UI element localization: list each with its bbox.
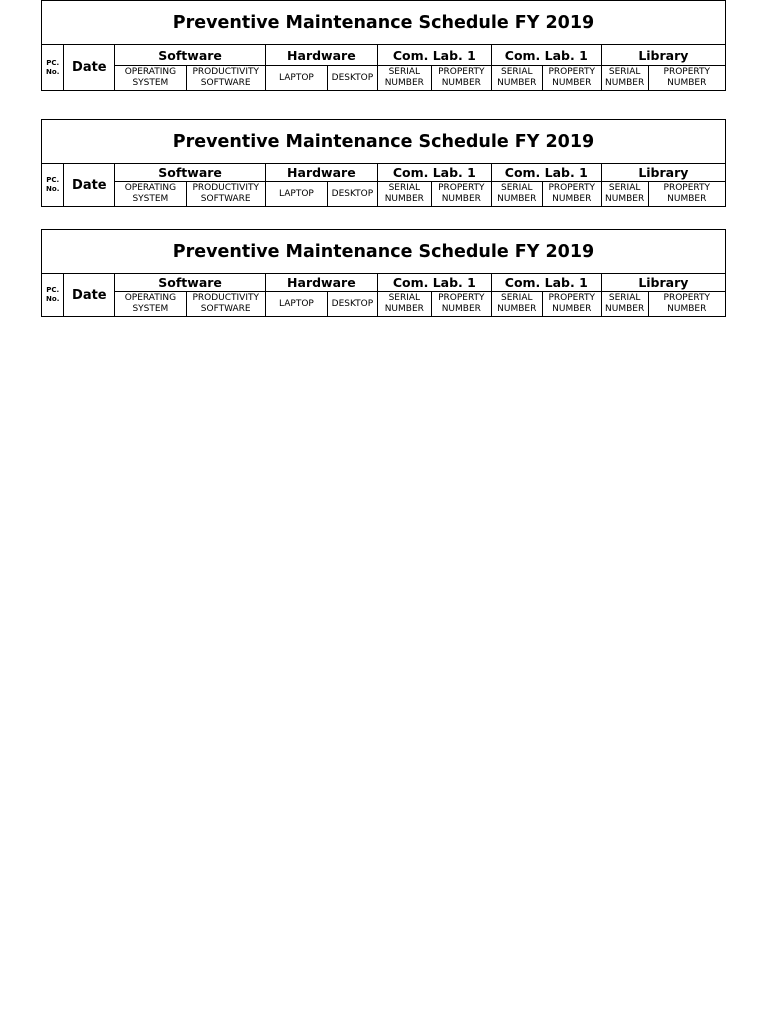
sub-header <box>491 66 542 91</box>
group-hardware-header: Hardware <box>265 164 377 182</box>
sub-header-line: NUMBER <box>605 194 645 204</box>
sub-header-line: NUMBER <box>384 194 424 204</box>
sub-header-line: OPERATING <box>124 293 177 303</box>
sub-header <box>186 182 265 207</box>
schedule-title: Preventive Maintenance Schedule FY 2019 <box>42 230 726 274</box>
sub-header-line: LAPTOP <box>279 298 314 309</box>
sub-header-line: NUMBER <box>605 304 645 314</box>
sub-header <box>265 292 327 317</box>
pc-no-header <box>42 164 64 207</box>
sub-header <box>115 66 186 91</box>
pc-no-line2: No. <box>46 67 60 76</box>
sub-header <box>601 66 648 91</box>
date-header: Date <box>64 274 115 317</box>
sub-header <box>601 292 648 317</box>
date-header: Date <box>64 164 115 207</box>
sub-header <box>648 66 725 91</box>
sub-header-line: DESKTOP <box>331 188 374 199</box>
schedule-table <box>41 229 726 317</box>
sub-header-line: NUMBER <box>552 78 592 88</box>
sub-header <box>542 292 601 317</box>
sub-header-line: DESKTOP <box>331 298 374 309</box>
sub-header-line: PROPERTY <box>663 67 711 77</box>
sub-header-line: PROPERTY <box>438 67 485 77</box>
sub-header <box>377 292 431 317</box>
pc-no-line2: No. <box>46 295 60 303</box>
sub-header <box>115 182 186 207</box>
sub-header-line: SERIAL <box>501 183 533 193</box>
sub-header <box>431 66 491 91</box>
schedule-table <box>41 119 726 207</box>
sub-header <box>648 292 725 317</box>
sub-header-line: NUMBER <box>552 304 592 314</box>
sub-header-line: NUMBER <box>441 194 481 204</box>
sub-header-line: DESKTOP <box>331 72 374 83</box>
pc-no-line1: PC. <box>46 176 60 184</box>
group-software-header: Software <box>115 274 266 292</box>
pc-no-header <box>42 45 64 91</box>
schedule-sheet-2 <box>41 119 726 207</box>
sub-header <box>327 66 377 91</box>
sub-header-line: SOFTWARE <box>200 78 251 88</box>
group-hardware-header: Hardware <box>265 274 377 292</box>
group-hardware-header: Hardware <box>265 45 377 66</box>
sub-header-line: NUMBER <box>441 304 481 314</box>
sub-header-line: SYSTEM <box>132 194 169 204</box>
sub-header-line: PROPERTY <box>663 293 711 303</box>
sub-header-line: PROPERTY <box>663 183 711 193</box>
sub-header-line: SERIAL <box>608 183 641 193</box>
sub-header-line: OPERATING <box>124 183 177 193</box>
sub-header-line: SOFTWARE <box>200 194 251 204</box>
sub-header-line: PROPERTY <box>548 183 595 193</box>
sub-header <box>377 66 431 91</box>
sub-header-line: OPERATING <box>124 67 177 77</box>
sub-header-line: PRODUCTIVITY <box>192 293 259 303</box>
sub-header <box>542 182 601 207</box>
group-comlab-header: Com. Lab. 1 <box>491 45 601 66</box>
sub-header-line: SOFTWARE <box>200 304 251 314</box>
sub-header <box>431 292 491 317</box>
pc-no-line1: PC. <box>46 58 60 67</box>
date-header: Date <box>64 45 115 91</box>
group-library-header: Library <box>601 274 725 292</box>
group-library-header: Library <box>601 164 725 182</box>
sub-header-line: PROPERTY <box>548 293 595 303</box>
sub-header-line: LAPTOP <box>279 188 314 199</box>
sub-header-line: NUMBER <box>497 304 537 314</box>
sub-header-line: NUMBER <box>667 194 707 204</box>
sub-header-line: SERIAL <box>388 293 421 303</box>
schedule-sheet-1 <box>41 0 726 91</box>
sub-header <box>431 182 491 207</box>
sub-header <box>265 66 327 91</box>
sub-header <box>542 66 601 91</box>
group-library-header: Library <box>601 45 725 66</box>
group-software-header: Software <box>115 164 266 182</box>
sub-header-line: NUMBER <box>497 194 537 204</box>
group-comlab-header: Com. Lab. 1 <box>377 274 491 292</box>
sub-header-line: SERIAL <box>501 67 533 77</box>
sub-header-line: SERIAL <box>388 67 421 77</box>
sub-header-line: SERIAL <box>608 67 641 77</box>
group-comlab-header: Com. Lab. 1 <box>491 274 601 292</box>
sub-header <box>265 182 327 207</box>
schedule-title: Preventive Maintenance Schedule FY 2019 <box>42 120 726 164</box>
sub-header <box>327 182 377 207</box>
pc-no-line2: No. <box>46 185 60 193</box>
sub-header <box>601 182 648 207</box>
group-comlab-header: Com. Lab. 1 <box>377 164 491 182</box>
pc-no-line1: PC. <box>46 286 60 294</box>
sub-header-line: PROPERTY <box>438 183 485 193</box>
schedule-title: Preventive Maintenance Schedule FY 2019 <box>42 1 726 45</box>
sub-header-line: NUMBER <box>605 78 645 88</box>
sub-header <box>186 292 265 317</box>
sub-header <box>115 292 186 317</box>
sub-header-line: NUMBER <box>384 304 424 314</box>
sub-header-line: PROPERTY <box>548 67 595 77</box>
sub-header-line: PRODUCTIVITY <box>192 183 259 193</box>
sub-header-line: NUMBER <box>384 78 424 88</box>
sub-header <box>491 182 542 207</box>
sub-header-line: PROPERTY <box>438 293 485 303</box>
schedule-sheet-3 <box>41 229 726 317</box>
sub-header-line: NUMBER <box>441 78 481 88</box>
sub-header <box>377 182 431 207</box>
sub-header-line: LAPTOP <box>279 72 314 83</box>
group-comlab-header: Com. Lab. 1 <box>491 164 601 182</box>
group-software-header: Software <box>115 45 266 66</box>
sub-header <box>491 292 542 317</box>
sub-header-line: SERIAL <box>388 183 421 193</box>
group-comlab-header: Com. Lab. 1 <box>377 45 491 66</box>
sub-header-line: SYSTEM <box>132 78 169 88</box>
sub-header-line: SYSTEM <box>132 304 169 314</box>
sub-header-line: SERIAL <box>608 293 641 303</box>
sub-header <box>186 66 265 91</box>
sub-header-line: SERIAL <box>501 293 533 303</box>
sub-header-line: NUMBER <box>552 194 592 204</box>
schedule-table <box>41 0 726 91</box>
sub-header-line: NUMBER <box>667 304 707 314</box>
sub-header-line: PRODUCTIVITY <box>192 67 259 77</box>
pc-no-header <box>42 274 64 317</box>
sub-header <box>648 182 725 207</box>
sub-header-line: NUMBER <box>667 78 707 88</box>
sub-header <box>327 292 377 317</box>
sub-header-line: NUMBER <box>497 78 537 88</box>
